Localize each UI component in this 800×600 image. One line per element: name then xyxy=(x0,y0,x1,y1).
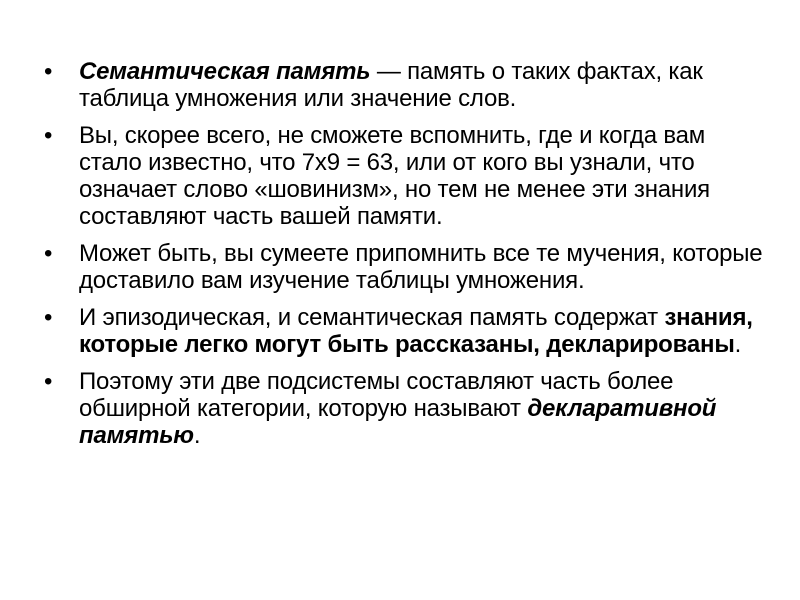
bullet-semantic-memory xyxy=(44,58,764,112)
term-declarative-memory: декларативной памятью xyxy=(79,395,717,449)
bullet-mark: • xyxy=(44,240,53,267)
bullet-text-before: Поэтому эти две подсистемы составляют часть более обширной категории, которую называют xyxy=(79,368,674,422)
bullet-mark: • xyxy=(44,368,53,395)
bullet-example-facts xyxy=(44,122,764,230)
term-semantic-memory: Семантическая память xyxy=(79,58,371,85)
bullet-text-before: И эпизодическая, и семантическая память содержат xyxy=(79,304,665,331)
bullet-list xyxy=(44,58,764,459)
bullet-multiplication-table xyxy=(44,240,764,294)
bold-declared-knowledge: знания, которые легко могут быть рассказаны, декларированы xyxy=(79,304,753,358)
bullet-mark: • xyxy=(44,304,53,331)
bullet-text-after: . xyxy=(734,331,742,358)
bullet-text-after: . xyxy=(193,422,201,449)
bullet-text: Может быть, вы сумеете припомнить все те мучения, которые доставило вам изучение таблицы умножения. xyxy=(79,240,763,294)
bullet-declarative-memory xyxy=(44,368,764,449)
bullet-mark: • xyxy=(44,122,53,149)
bullet-episodic-semantic xyxy=(44,304,764,358)
bullet-text: — память о таких фактах, как таблица умножения или значение слов. xyxy=(79,58,703,112)
bullet-mark: • xyxy=(44,58,53,85)
bullet-text: Вы, скорее всего, не сможете вспомнить, где и когда вам стало известно, что 7x9 = 63, или от кого вы узнали, что означает слово «шовинизм», но тем не менее эти знания составляют часть вашей памяти. xyxy=(79,122,710,230)
